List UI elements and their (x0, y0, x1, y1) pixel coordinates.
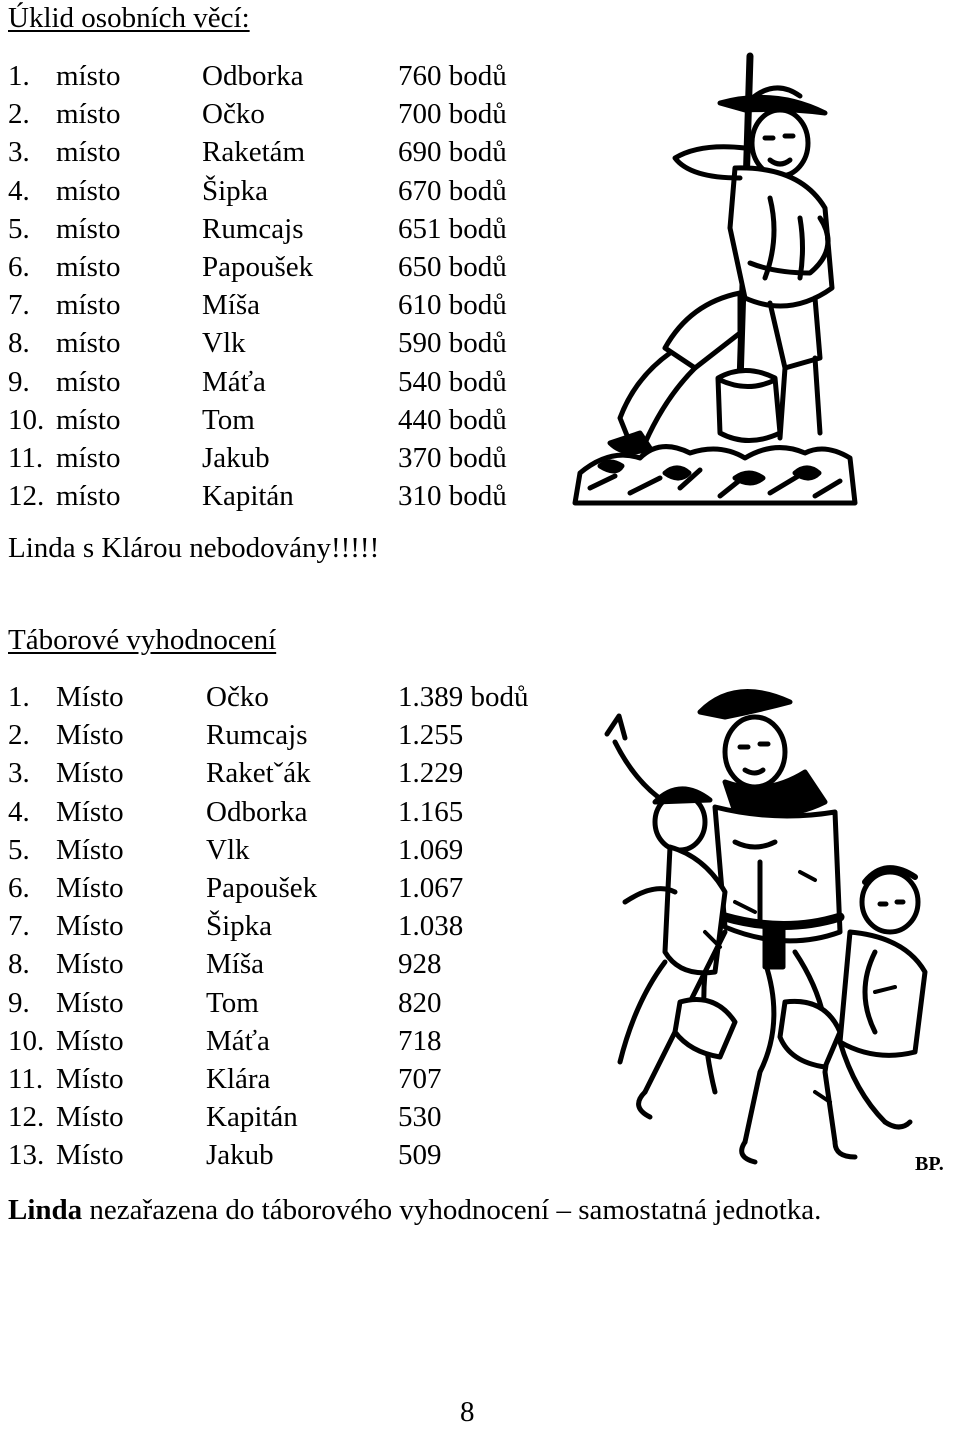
row-rank: 4. (8, 795, 30, 828)
row-word: místo (56, 212, 121, 245)
row-name: Očko (206, 681, 269, 713)
row-points: 509 (398, 1139, 442, 1172)
row-points: 1.229 (398, 757, 464, 790)
row-word: Místo (56, 795, 124, 828)
row-rank: 3. (8, 757, 30, 790)
row-rank: 13. (8, 1139, 45, 1172)
row-word: Místo (56, 719, 124, 752)
row-points: 310 bodů (398, 480, 507, 513)
row-word: místo (56, 251, 121, 283)
row-rank: 8. (8, 327, 30, 360)
row-rank: 11. (8, 442, 44, 474)
row-points: 1.067 (398, 872, 464, 904)
row-rank: 3. (8, 136, 30, 169)
row-rank: 9. (8, 986, 30, 1019)
row-points: 610 bodů (398, 289, 507, 322)
closing-paragraph (8, 1192, 934, 1229)
row-name: Máťa (202, 365, 266, 398)
illustrator-signature: BP. (915, 1153, 944, 1175)
row-points: 690 bodů (398, 136, 507, 169)
row-rank: 7. (8, 289, 30, 322)
row-points: 1.255 (398, 719, 464, 752)
row-rank: 12. (8, 480, 45, 513)
row-points: 530 (398, 1101, 442, 1134)
row-word: místo (56, 365, 121, 398)
row-word: místo (56, 403, 121, 436)
row-points: 707 (398, 1063, 442, 1095)
row-name: Jakub (202, 442, 270, 474)
row-word: Místo (56, 1024, 124, 1057)
row-rank: 4. (8, 174, 30, 207)
row-name: Tom (206, 986, 259, 1019)
row-points: 820 (398, 986, 442, 1019)
row-rank: 11. (8, 1063, 44, 1095)
row-name: Papoušek (202, 251, 314, 283)
row-name: Klára (206, 1063, 271, 1095)
row-name: Očko (202, 98, 265, 131)
row-rank: 8. (8, 948, 30, 981)
row-word: Místo (56, 1139, 124, 1172)
row-word: Místo (56, 681, 124, 713)
row-name: Kapitán (202, 480, 294, 513)
scout-with-rammer-illustration (570, 48, 860, 510)
row-points: 1.069 (398, 833, 464, 866)
row-points: 928 (398, 948, 442, 981)
row-name: Papoušek (206, 872, 318, 904)
row-rank: 2. (8, 719, 30, 752)
row-name: Rumcajs (206, 719, 308, 752)
page-number: 8 (460, 1396, 475, 1428)
row-rank: 10. (8, 403, 45, 436)
row-name: Vlk (206, 833, 250, 866)
row-name: Odborka (206, 795, 308, 828)
row-rank: 12. (8, 1101, 45, 1134)
row-name: Šipka (206, 910, 273, 943)
row-name: Jakub (206, 1139, 274, 1172)
row-word: místo (56, 60, 121, 92)
row-points: 718 (398, 1024, 442, 1057)
row-rank: 1. (8, 681, 30, 713)
row-word: místo (56, 289, 121, 322)
row-points: 370 bodů (398, 442, 507, 474)
row-word: Místo (56, 872, 124, 904)
row-name: Vlk (202, 327, 246, 360)
row-word: místo (56, 136, 121, 169)
section-heading-camp-evaluation: Táborové vyhodnocení (8, 624, 277, 656)
row-rank: 9. (8, 365, 30, 398)
row-word: Místo (56, 833, 124, 866)
row-word: Místo (56, 1101, 124, 1134)
row-points: 540 bodů (398, 365, 507, 398)
row-word: Místo (56, 986, 124, 1019)
row-rank: 6. (8, 251, 30, 283)
row-name: Rumcajs (202, 212, 304, 245)
row-name: Máťa (206, 1024, 270, 1057)
row-points: 1.038 (398, 910, 464, 943)
row-points: 651 bodů (398, 212, 507, 245)
row-word: místo (56, 327, 121, 360)
row-rank: 2. (8, 98, 30, 131)
row-points: 1.165 (398, 795, 464, 828)
row-name: Raketám (202, 136, 306, 169)
row-name: Míša (206, 948, 264, 981)
row-word: místo (56, 174, 121, 207)
row-points: 650 bodů (398, 251, 507, 283)
row-word: Místo (56, 1063, 124, 1095)
row-rank: 6. (8, 872, 30, 904)
row-word: Místo (56, 757, 124, 790)
row-word: místo (56, 442, 121, 474)
cleanup-note: Linda s Klárou nebodovány!!!!! (8, 532, 380, 564)
row-word: Místo (56, 948, 124, 981)
row-word: místo (56, 480, 121, 513)
row-points: 760 bodů (398, 60, 507, 92)
row-rank: 1. (8, 60, 30, 92)
row-name: Míša (202, 289, 260, 322)
row-rank: 5. (8, 212, 30, 245)
row-points: 440 bodů (398, 403, 507, 436)
row-word: místo (56, 98, 121, 131)
row-name: Tom (202, 403, 255, 436)
row-word: Místo (56, 910, 124, 943)
row-rank: 7. (8, 910, 30, 943)
section-heading-cleanup: Úklid osobních věcí: (8, 2, 250, 34)
row-points: 670 bodů (398, 174, 507, 207)
row-name: Kapitán (206, 1101, 298, 1134)
row-rank: 5. (8, 833, 30, 866)
row-points: 1.389 bodů (398, 681, 529, 713)
closing-bold-name: Linda (8, 1194, 83, 1226)
row-name: Odborka (202, 60, 304, 92)
closing-text: nezařazena do táborového vyhodnocení – samostatná jednotka. (82, 1194, 822, 1226)
row-rank: 10. (8, 1024, 45, 1057)
row-name: Šipka (202, 174, 269, 207)
row-points: 700 bodů (398, 98, 507, 131)
row-name: Raketˇák (206, 757, 311, 790)
row-points: 590 bodů (398, 327, 507, 360)
scouts-group-illustration (585, 672, 945, 1180)
